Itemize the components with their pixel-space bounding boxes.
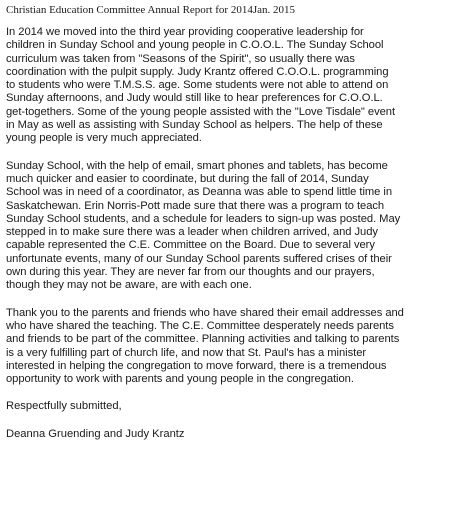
report-header: Christian Education Committee Annual Report for 2014Jan. 2015 bbox=[6, 4, 296, 16]
signature-line: Deanna Gruending and Judy Krantz bbox=[6, 427, 185, 440]
closing-line: Respectfully submitted, bbox=[6, 400, 122, 413]
paragraph-sunday-school-coordination: Sunday School, with the help of email, smart phones and tablets, has become much quicker and easier to coordinate, but during the fall of 2014, Sunday School was in need of a coordinator, as Deanna was able to spend little time in Saskatchewan. Erin Norris-Pott made sure that there was a program to teach Sunday School students, and a schedule for leaders to sign-up was posted. May stepped in to make sure there was a leader when children arrived, and Judy capable represented the C.E. Committee on the Board. Due to several very unfortunate events, many of our Sunday School parents suffered crises of their own during this year. They are never far from our thoughts and our prayers, though they may not be aware, are with each one. bbox=[6, 159, 401, 292]
paragraph-cool-programming: In 2014 we moved into the third year providing cooperative leadership for children in Sunday School and young people in C.O.O.L. The Sunday School curriculum was taken from "Seasons of the Spirit", so usually there was coordination with the pulpit supply. Judy Krantz offered C.O.O.L. programming to students who were T.M.S.S. age. Some students were not able to attend on Sunday afternoons, and Judy would still like to hear preferences for C.O.O.L. get-togethers. Some of the young people assisted with the "Love Tisdale" event in May as well as assisting with Sunday School as helpers. The help of these young people is very much appreciated. bbox=[6, 26, 396, 145]
paragraph-thank-you: Thank you to the parents and friends who have shared their email addresses and who have shared the teaching. The C.E. Committee desperately needs parents and friends to be part of the committee. Planning activities and talking to parents is a very fulfilling part of church life, and now that St. Paul's has a minister interested in helping the congregation to move forward, there is a tremendous opportunity to work with parents and young people in the congregation. bbox=[6, 306, 404, 386]
